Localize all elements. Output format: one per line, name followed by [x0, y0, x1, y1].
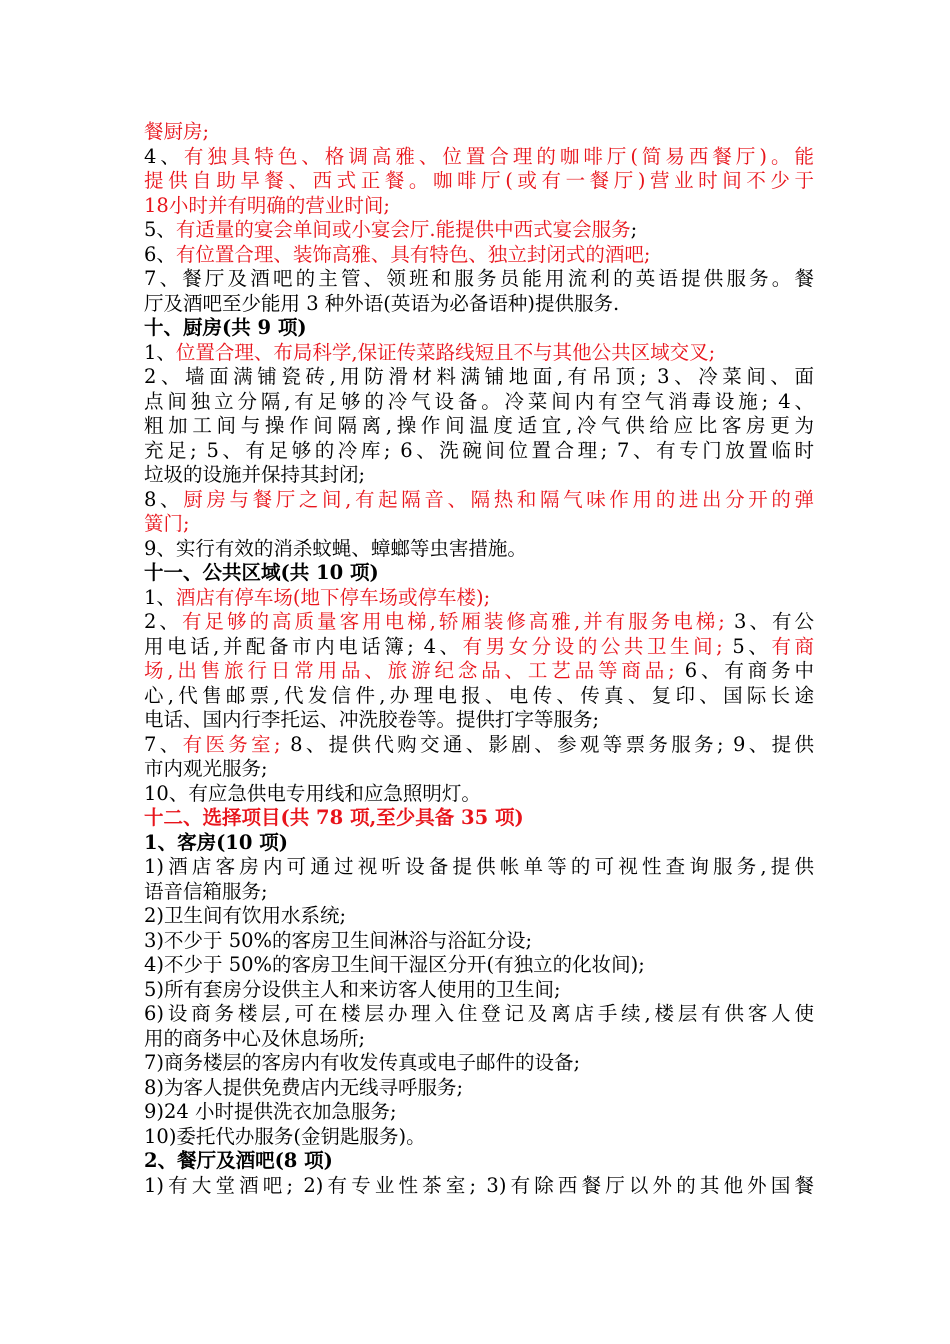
- body-text: 10)委托代办服务(金钥匙服务)。: [144, 1124, 426, 1148]
- text-line: [144, 488, 814, 513]
- text-line: [144, 904, 814, 929]
- text-line: [144, 782, 814, 807]
- text-line: [144, 855, 814, 880]
- highlighted-text: 有足够的高质量客用电梯,轿厢装修高雅,并有服务电梯;: [181, 610, 725, 633]
- body-text: 市内观光服务;: [144, 757, 268, 780]
- text-line: [144, 292, 814, 317]
- body-text: 点间独立分隔,有足够的冷气设备。冷菜间内有空气消毒设施; 4、: [144, 389, 814, 413]
- highlighted-text: 酒店有停车场(地下停车场或停车楼);: [175, 585, 491, 609]
- text-line: [144, 145, 814, 170]
- text-line: [144, 659, 814, 684]
- body-text: 5、: [722, 634, 772, 658]
- highlighted-text: 餐厨房;: [144, 120, 210, 143]
- body-text: 语音信箱服务;: [144, 879, 268, 903]
- highlighted-text: 有商: [771, 634, 814, 658]
- body-text: 7)商务楼层的客房内有收发传真或电子邮件的设备;: [144, 1051, 581, 1074]
- text-line: [144, 929, 814, 954]
- text-line: [144, 414, 814, 439]
- text-line: [144, 684, 814, 709]
- body-text: 粗加工间与操作间隔离,操作间温度适宜,冷气供给应比客房更为: [144, 414, 814, 437]
- body-text: 10、有应急供电专用线和应急照明灯。: [144, 781, 481, 805]
- section-heading-text: 1、客房(10 项): [144, 830, 288, 854]
- text-line: [144, 1174, 814, 1199]
- body-text: 7、餐厅及酒吧的主管、领班和服务员能用流利的英语提供服务。餐: [144, 267, 814, 290]
- body-text: 7、: [144, 732, 183, 756]
- body-text: 9、实行有效的消杀蚊蝇、蟑螂等虫害措施。: [144, 536, 527, 560]
- text-line: [144, 586, 814, 611]
- text-line: [144, 267, 814, 292]
- text-line: [144, 953, 814, 978]
- body-text: 厅及酒吧至少能用 3 种外语(英语为必备语种)提供服务.: [144, 291, 620, 315]
- body-text: 电话、国内行李托运、冲洗胶卷等。提供打字等服务;: [144, 708, 600, 731]
- body-text: 8、提供代购交通、影剧、参观等票务服务; 9、提供: [280, 732, 814, 756]
- text-line: [144, 463, 814, 488]
- highlighted-text: 厨房与餐厅之间,有起隔音、隔热和隔气味作用的进出分开的弹: [183, 487, 814, 511]
- text-line: [144, 194, 814, 219]
- body-text: 8)为客人提供免费店内无线寻呼服务;: [144, 1075, 464, 1099]
- body-text: 6)设商务楼层,可在楼层办理入住登记及离店手续,楼层有供客人使: [144, 1002, 814, 1025]
- body-text: 6、有商务中: [674, 659, 814, 682]
- text-line: [144, 218, 814, 243]
- text-line: [144, 831, 814, 856]
- text-line: [144, 1125, 814, 1150]
- text-line: [144, 390, 814, 415]
- body-text: 1)有大堂酒吧; 2)有专业性茶室; 3)有除西餐厅以外的其他外国餐: [144, 1173, 814, 1197]
- body-text: 2)卫生间有饮用水系统;: [144, 904, 347, 927]
- highlighted-text: 有位置合理、装饰高雅、具有特色、独立封闭式的酒吧;: [175, 242, 651, 266]
- text-line: [144, 169, 814, 194]
- text-line: [144, 341, 814, 366]
- highlighted-text: 有独具特色、格调高雅、位置合理的咖啡厅(简易西餐厅)。能: [183, 144, 814, 168]
- text-line: [144, 1100, 814, 1125]
- section-heading-text: 十一、公共区域(共 10 项): [144, 561, 379, 584]
- text-line: [144, 610, 814, 635]
- body-text: 充足; 5、有足够的冷库; 6、洗碗间位置合理; 7、有专门放置临时: [144, 438, 814, 462]
- highlighted-text: 位置合理、布局科学,保证传菜路线短且不与其他公共区域交叉;: [175, 340, 716, 364]
- text-line: [144, 806, 814, 831]
- body-text: 1、: [144, 340, 176, 364]
- body-text: 4、: [144, 144, 184, 168]
- body-text: 垃圾的设施并保持其封闭;: [144, 463, 366, 486]
- text-line: [144, 439, 814, 464]
- text-line: [144, 316, 814, 341]
- text-line: [144, 561, 814, 586]
- text-line: [144, 880, 814, 905]
- text-line: [144, 757, 814, 782]
- document-page: [144, 120, 814, 1198]
- body-text: 5、: [144, 218, 176, 241]
- section-heading-text: 十、厨房(共 9 项): [144, 316, 307, 339]
- highlighted-text: 有适量的宴会单间或小宴会厅.能提供中西式宴会服务: [175, 218, 631, 241]
- text-line: [144, 512, 814, 537]
- text-line: [144, 978, 814, 1003]
- body-text: 用电话,并配备市内电话簿; 4、: [144, 634, 463, 658]
- text-line: [144, 1002, 814, 1027]
- text-line: [144, 120, 814, 145]
- text-line: [144, 243, 814, 268]
- text-line: [144, 365, 814, 390]
- body-text: 1)酒店客房内可通过视听设备提供帐单等的可视性查询服务,提供: [144, 855, 814, 878]
- text-line: [144, 1051, 814, 1076]
- body-text: ;: [630, 218, 638, 241]
- body-text: 1、: [144, 585, 176, 609]
- text-line: [144, 733, 814, 758]
- body-text: 2、墙面满铺瓷砖,用防滑材料满铺地面,有吊顶; 3、冷菜间、面: [144, 365, 814, 388]
- body-text: 8、: [144, 487, 184, 511]
- highlighted-text: 有医务室;: [182, 732, 281, 756]
- text-line: [144, 1149, 814, 1174]
- body-text: 用的商务中心及休息场所;: [144, 1026, 366, 1050]
- body-text: 心,代售邮票,代发信件,办理电报、电传、传真、复印、国际长途: [144, 683, 814, 707]
- highlighted-text: 18小时并有明确的营业时间;: [144, 193, 390, 217]
- text-line: [144, 635, 814, 660]
- highlighted-text: 簧门;: [144, 512, 190, 535]
- body-text: 5)所有套房分设供主人和来访客人使用的卫生间;: [144, 977, 561, 1001]
- text-line: [144, 537, 814, 562]
- body-text: 6、: [144, 242, 176, 266]
- text-line: [144, 708, 814, 733]
- body-text: 9)24 小时提供洗衣加急服务;: [144, 1100, 397, 1123]
- body-text: 2、: [144, 610, 182, 633]
- section-heading-text: 十二、选择项目(共 78 项,至少具备 35 项): [144, 806, 524, 829]
- highlighted-text: 提供自助早餐、西式正餐。咖啡厅(或有一餐厅)营业时间不少于: [144, 169, 814, 192]
- highlighted-text: 有男女分设的公共卫生间;: [462, 634, 723, 658]
- body-text: 3、有公: [724, 610, 814, 633]
- text-line: [144, 1076, 814, 1101]
- highlighted-text: 场,出售旅行日常用品、旅游纪念品、工艺品等商品;: [144, 659, 675, 682]
- body-text: 4)不少于 50%的客房卫生间干湿区分开(有独立的化妆间);: [144, 953, 645, 976]
- body-text: 3)不少于 50%的客房卫生间淋浴与浴缸分设;: [144, 928, 533, 952]
- text-line: [144, 1027, 814, 1052]
- section-heading-text: 2、餐厅及酒吧(8 项): [144, 1149, 333, 1172]
